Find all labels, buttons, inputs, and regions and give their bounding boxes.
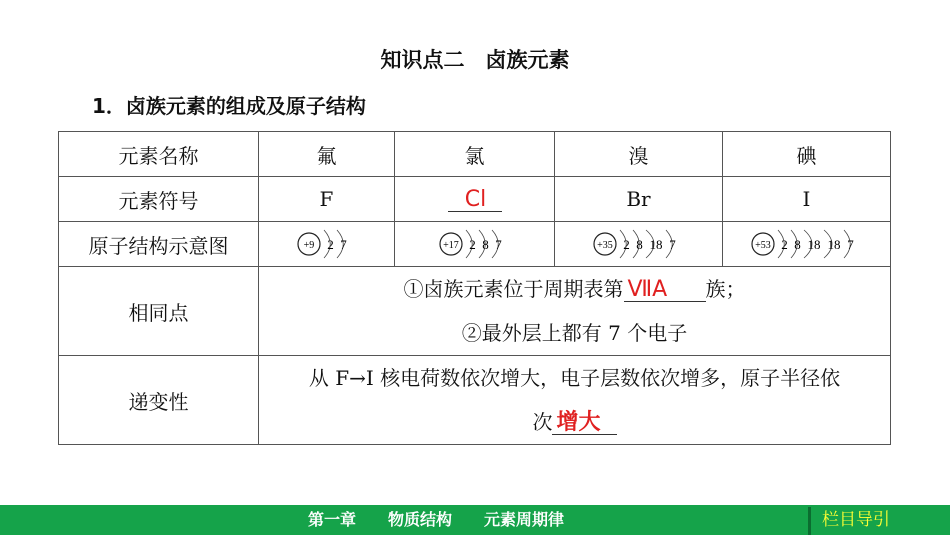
element-symbol-f: F <box>259 177 395 222</box>
shell-electron-count: 18 <box>807 237 820 252</box>
element-name-br: 溴 <box>555 132 723 177</box>
shell-electron-count: 18 <box>827 237 840 252</box>
similarity-text-post: 族； <box>705 277 746 301</box>
atom-diagram-br <box>555 222 723 267</box>
footer-divider <box>808 507 811 535</box>
shell-electron-count: 18 <box>649 237 662 252</box>
row-label-structure: 原子结构示意图 <box>59 222 259 267</box>
row-label-name: 元素名称 <box>59 132 259 177</box>
shell-electron-count: 7 <box>340 237 347 252</box>
nucleus-charge: +53 <box>754 240 771 251</box>
nav-guide-button[interactable]: 栏目导引 <box>822 510 890 530</box>
shell-electron-count: 8 <box>793 237 801 252</box>
trend-cell <box>259 356 891 445</box>
atom-structure-svg <box>437 224 513 264</box>
shell-electron-count: 8 <box>635 237 643 252</box>
halogen-table <box>58 131 891 445</box>
element-name-cl: 氯 <box>395 132 555 177</box>
nucleus-charge: +35 <box>596 240 613 251</box>
page-title: 知识点二 卤族元素 <box>380 48 570 72</box>
shell-electron-count: 7 <box>494 237 502 252</box>
element-symbol-cl-answer: Cl <box>448 189 502 212</box>
shell-electron-count: 2 <box>780 237 788 252</box>
shell-electron-count: 2 <box>468 237 476 252</box>
shell-electron-count: 2 <box>327 237 334 252</box>
atom-structure-svg <box>591 224 687 264</box>
row-label-similarity: 相同点 <box>59 267 259 356</box>
atom-structure-svg <box>749 224 865 264</box>
shell-electron-count: 7 <box>846 237 854 252</box>
footer-chapter-title: 第一章 物质结构 元素周期律 <box>308 510 565 529</box>
similarity-text-pre: ①卤族元素位于周期表第 <box>403 277 624 301</box>
element-symbol-br: Br <box>555 177 723 222</box>
radius-answer: 增大 <box>552 412 616 435</box>
shell-electron-count: 7 <box>668 237 676 252</box>
footer-bar <box>0 505 950 535</box>
table-row-trend <box>59 356 891 445</box>
trend-line-2 <box>259 400 890 444</box>
similarity-line-1 <box>259 267 890 311</box>
group-answer: ⅦA <box>624 279 706 302</box>
trend-line-1: 从 F→I 核电荷数依次增大，电子层数依次增多，原子半径依 <box>308 366 841 390</box>
atom-diagram-cl <box>395 222 555 267</box>
similarity-line-2: ②最外层上都有 7 个电子 <box>461 321 688 345</box>
element-name-i: 碘 <box>723 132 891 177</box>
element-symbol-i: I <box>723 177 891 222</box>
table-row-similarity <box>59 267 891 356</box>
row-label-trend: 递变性 <box>59 356 259 445</box>
nucleus-charge: +17 <box>442 240 459 251</box>
similarity-cell <box>259 267 891 356</box>
shell-electron-count: 2 <box>622 237 630 252</box>
shell-electron-count: 8 <box>481 237 489 252</box>
table-row-name <box>59 132 891 177</box>
element-name-f: 氟 <box>259 132 395 177</box>
section-subtitle: 1．卤族元素的组成及原子结构 <box>92 94 366 118</box>
atom-diagram-f <box>259 222 395 267</box>
row-label-symbol: 元素符号 <box>59 177 259 222</box>
atom-diagram-i <box>723 222 891 267</box>
table-row-structure <box>59 222 891 267</box>
trend-text-pre: 次 <box>532 410 553 434</box>
nucleus-charge: +9 <box>303 240 315 251</box>
table-row-symbol <box>59 177 891 222</box>
atom-structure-svg <box>295 224 358 264</box>
element-symbol-cl-cell <box>395 177 555 222</box>
